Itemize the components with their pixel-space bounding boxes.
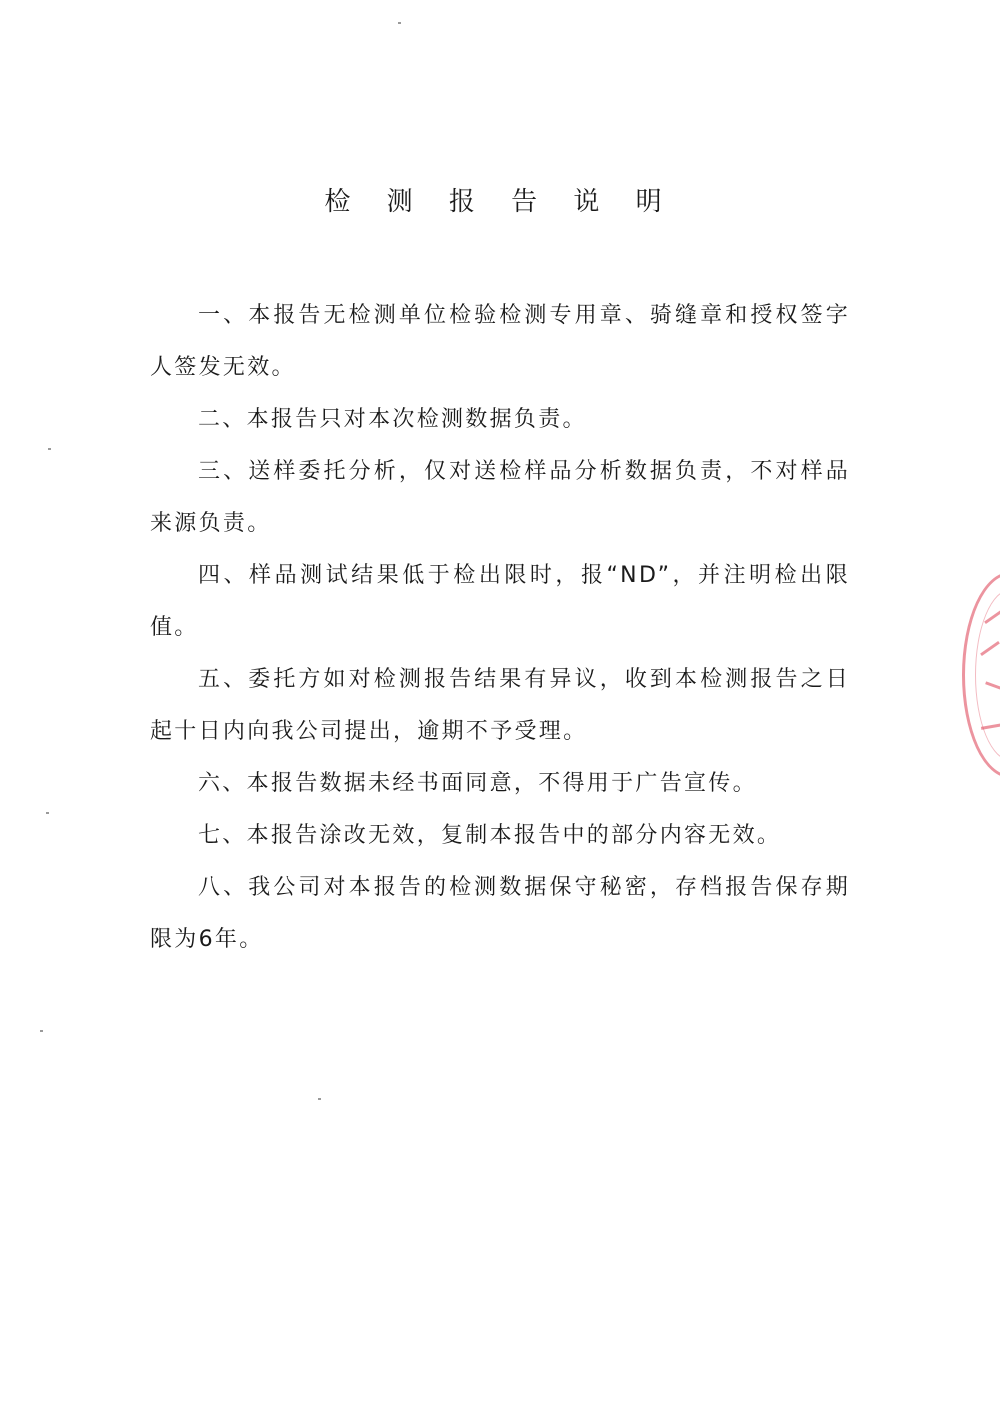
clause-8: 八、我公司对本报告的检测数据保守秘密，存档报告保存期限为6年。 bbox=[150, 875, 850, 952]
scan-speck bbox=[318, 1098, 321, 1100]
scan-speck bbox=[48, 448, 51, 450]
seam-stamp bbox=[962, 572, 1000, 778]
clause-1: 一、本报告无检测单位检验检测专用章、骑缝章和授权签字人签发无效。 bbox=[150, 303, 850, 380]
scan-speck bbox=[40, 1030, 43, 1032]
clause-7: 七、本报告涂改无效，复制本报告中的部分内容无效。 bbox=[198, 823, 782, 848]
page-title: 检 测 报 告 说 明 bbox=[324, 187, 676, 217]
clause-5: 五、委托方如对检测报告结果有异议，收到本检测报告之日起十日内向我公司提出，逾期不予受理。 bbox=[150, 667, 850, 744]
clause-2: 二、本报告只对本次检测数据负责。 bbox=[198, 407, 587, 432]
scan-speck bbox=[398, 22, 401, 24]
clause-6: 六、本报告数据未经书面同意，不得用于广告宣传。 bbox=[198, 771, 757, 796]
clause-3: 三、送样委托分析，仅对送检样品分析数据负责，不对样品来源负责。 bbox=[150, 459, 850, 536]
clause-4: 四、样品测试结果低于检出限时，报“ND”，并注明检出限值。 bbox=[150, 563, 850, 640]
scan-speck bbox=[46, 812, 49, 814]
clause-list bbox=[150, 290, 850, 966]
